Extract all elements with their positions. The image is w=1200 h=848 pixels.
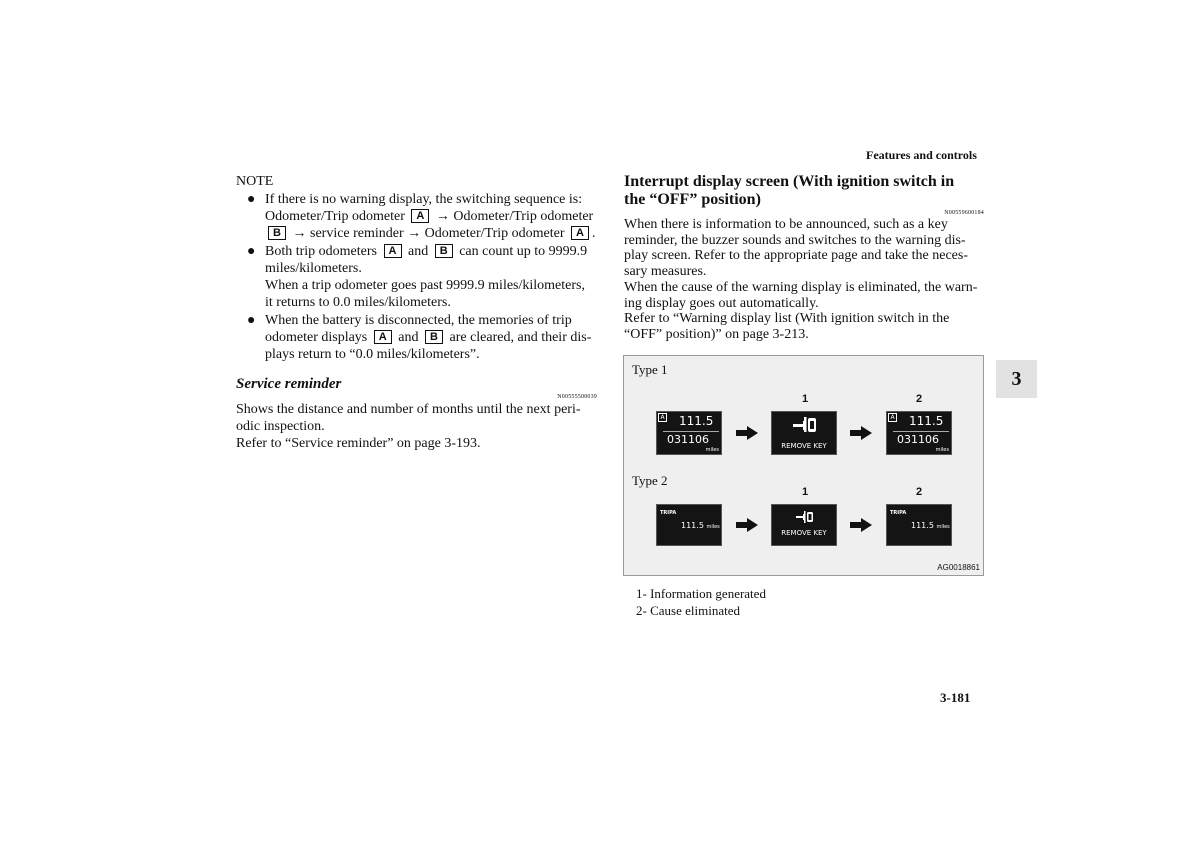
key-warning-icon <box>790 415 820 437</box>
note-bullets <box>236 191 597 363</box>
note-text: and <box>394 330 422 345</box>
odometer-key-box: A <box>374 330 392 344</box>
trip-a-badge: A <box>888 413 897 422</box>
chapter-tab: 3 <box>996 360 1037 398</box>
running-header: Features and controls <box>866 148 977 162</box>
note-bullet <box>236 191 597 242</box>
arrow-right-icon <box>850 518 872 532</box>
display-figure <box>623 355 984 576</box>
trip-value: 111.5 miles <box>681 521 720 530</box>
body-line-6: ing display goes out automatically. <box>624 295 819 311</box>
type2-label: Type 2 <box>632 473 668 488</box>
section-heading-line-1: Interrupt display screen (With ignition switch in <box>624 173 955 190</box>
body-line-3: play screen. Refer to the appropriate page and take the neces- <box>624 248 968 264</box>
unit-label: miles <box>935 447 949 453</box>
odometer-key-box: A <box>411 209 429 223</box>
note-line <box>265 329 597 346</box>
service-reminder-heading: Service reminder <box>236 376 342 392</box>
legend-item-1: 1- Information generated <box>636 586 766 601</box>
note-text: are cleared, and their dis- <box>445 330 592 345</box>
note-label: NOTE <box>236 174 274 189</box>
note-line <box>265 346 597 363</box>
note-line <box>265 191 597 208</box>
service-reminder-text-1: Shows the distance and number of months until the next peri- <box>236 402 581 417</box>
note-text: it returns to 0.0 miles/kilometers. <box>265 295 451 310</box>
odometer-value: 031106 <box>667 433 709 446</box>
arrow-right-icon <box>736 426 758 440</box>
bullet-dot-icon: ● <box>247 192 256 207</box>
trip-label: TRIPA <box>660 510 677 516</box>
note-text: When a trip odometer goes past 9999.9 miles/kilometers, <box>265 278 585 293</box>
body-line-5: When the cause of the warning display is eliminated, the warn- <box>624 279 978 295</box>
arrow-right-icon <box>736 518 758 532</box>
divider <box>893 431 949 432</box>
type1-odometer-screen-after <box>886 411 952 455</box>
note-line <box>265 208 597 225</box>
remove-key-text: REMOVE KEY <box>781 442 827 450</box>
odometer-key-box: A <box>384 244 402 258</box>
note-text: When the battery is disconnected, the memories of trip <box>265 313 572 328</box>
section-heading-line-2: the “OFF” position) <box>624 191 761 208</box>
type2-step1-number: 1 <box>802 486 809 498</box>
service-reminder-text-3: Refer to “Service reminder” on page 3-193. <box>236 436 481 451</box>
note-text: Both trip odometers <box>265 244 381 259</box>
note-bullet <box>236 243 597 311</box>
type2-trip-screen-after <box>886 504 952 546</box>
note-text: and <box>404 244 432 259</box>
remove-key-text: REMOVE KEY <box>781 529 827 537</box>
note-line <box>265 225 597 242</box>
note-line <box>265 243 597 260</box>
service-reminder-text-2: odic inspection. <box>236 419 325 434</box>
bullet-dot-icon: ● <box>247 313 256 328</box>
page-number: 3-181 <box>940 690 971 705</box>
unit-label: miles <box>705 447 719 453</box>
type1-label: Type 1 <box>632 362 668 377</box>
odometer-value: 031106 <box>897 433 939 446</box>
divider <box>663 431 719 432</box>
note-text: Odometer/Trip odometer <box>265 209 409 224</box>
note-text: plays return to “0.0 miles/kilometers”. <box>265 347 480 362</box>
odometer-key-box: B <box>435 244 453 258</box>
trip-value: 111.5 <box>679 414 714 428</box>
type2-step2-number: 2 <box>916 486 923 498</box>
type1-step2-number: 2 <box>916 393 923 405</box>
body-line-4: sary measures. <box>624 264 707 280</box>
figure-legend <box>636 586 766 619</box>
right-column <box>624 173 984 343</box>
type1-odometer-screen-before <box>656 411 722 455</box>
note-text: If there is no warning display, the switching sequence is: <box>265 192 583 207</box>
trip-value: 111.5 miles <box>911 521 950 530</box>
odometer-key-box: B <box>268 226 286 240</box>
type1-step1-number: 1 <box>802 393 809 405</box>
legend-item-2: 2- Cause eliminated <box>636 602 740 618</box>
body-line-1: When there is information to be announced, such as a key <box>624 217 948 232</box>
note-bullet <box>236 312 597 363</box>
key-warning-icon <box>794 510 816 524</box>
body-line-7: Refer to “Warning display list (With ignition switch in the <box>624 311 950 327</box>
bullet-dot-icon: ● <box>247 244 256 259</box>
note-line <box>265 294 597 311</box>
note-line <box>265 260 597 277</box>
trip-label: TRIPA <box>890 510 907 516</box>
trip-value: 111.5 <box>909 414 944 428</box>
note-line <box>265 312 597 329</box>
body-line-2: reminder, the buzzer sounds and switches to the warning dis- <box>624 232 966 248</box>
note-text: miles/kilometers. <box>265 261 362 276</box>
type2-remove-key-screen <box>771 504 837 546</box>
type1-remove-key-screen <box>771 411 837 455</box>
section-code: N00559600184 <box>944 210 984 216</box>
odometer-key-box: A <box>571 226 589 240</box>
note-text: → service reminder → Odometer/Trip odometer <box>289 226 569 241</box>
note-text: odometer displays <box>265 330 371 345</box>
note-text: → Odometer/Trip odometer <box>432 209 594 224</box>
type2-trip-screen-before <box>656 504 722 546</box>
note-text: . <box>592 226 596 241</box>
odometer-key-box: B <box>425 330 443 344</box>
figure-code: AG0018861 <box>937 563 980 572</box>
body-line-8: “OFF” position)” on page 3-213. <box>624 326 809 342</box>
note-line <box>265 277 597 294</box>
arrow-right-icon <box>850 426 872 440</box>
note-text: can count up to 9999.9 <box>455 244 588 259</box>
trip-a-badge: A <box>658 413 667 422</box>
service-reminder-code: N00555500039 <box>557 394 597 400</box>
left-column <box>236 173 597 452</box>
